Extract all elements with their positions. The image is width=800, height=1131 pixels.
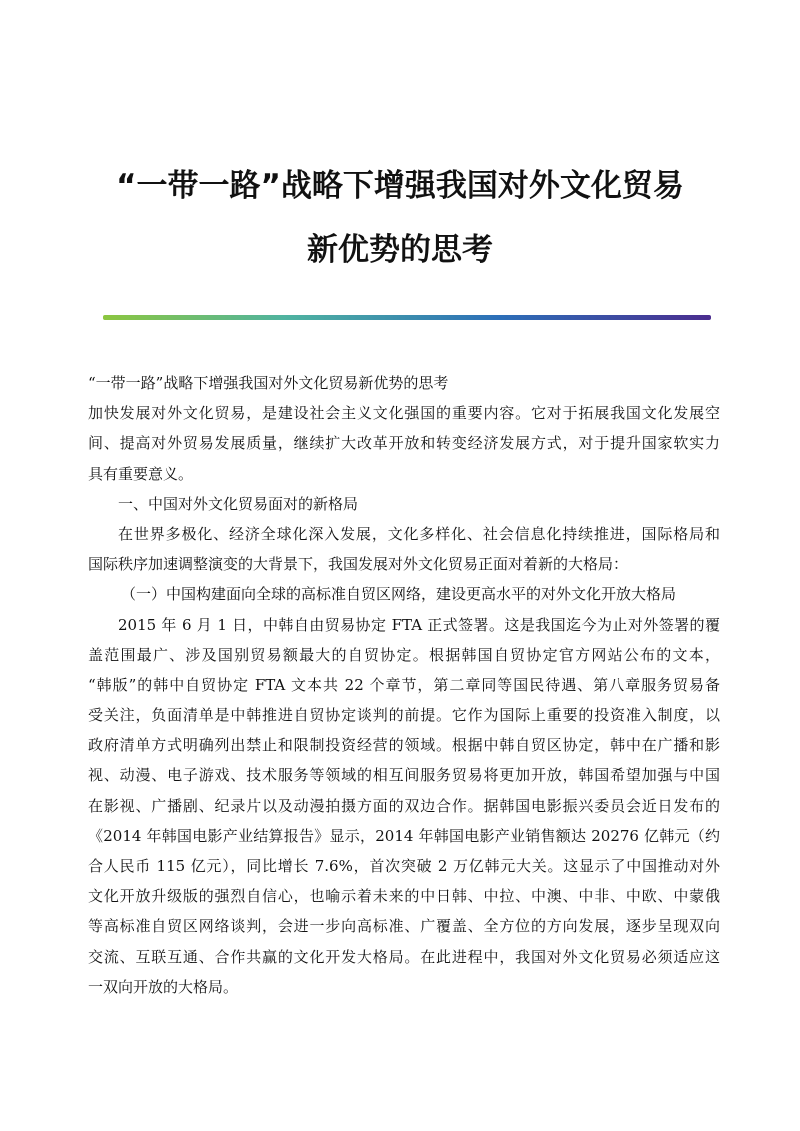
document-body (88, 368, 720, 1002)
paragraph-line: 盖范围最广、涉及国别贸易额最大的自贸协定。根据韩国自贸协定官方网站公布的文本， (88, 645, 720, 664)
paragraph-line: 具有重要意义。 (88, 464, 194, 483)
paragraph-line: 在世界多极化、经济全球化深入发展，文化多样化、社会信息化持续推进，国际格局和 (118, 524, 720, 543)
paragraph-line: 交流、互联互通、合作共赢的文化开发大格局。在此进程中，我国对外文化贸易必须适应这 (88, 947, 720, 966)
subtitle-line: “一带一路”战略下增强我国对外文化贸易新优势的思考 (88, 374, 449, 392)
paragraph-line: 等高标准自贸区网络谈判，会进一步向高标准、广覆盖、全方位的方向发展，逐步呈现双向 (88, 917, 720, 936)
paragraph-line: 在影视、广播剧、纪录片以及动漫拍摄方面的双边合作。据韩国电影振兴委员会近日发布的 (88, 796, 720, 815)
paragraph-line: 合人民币 115 亿元），同比增长 7.6%，首次突破 2 万亿韩元大关。这显示了中国推动对外 (88, 857, 720, 875)
title-divider (103, 315, 711, 320)
paragraph-line: 加快发展对外文化贸易，是建设社会主义文化强国的重要内容。它对于拓展我国文化发展空 (88, 404, 720, 423)
subsection-heading: （一）中国构建面向全球的高标准自贸区网络，建设更高水平的对外文化开放大格局 (121, 585, 677, 604)
paragraph-line: 间、提高对外贸易发展质量，继续扩大改革开放和转变经济发展方式，对于提升国家软实力 (88, 434, 720, 453)
paragraph-line: 受关注，负面清单是中韩推进自贸协定谈判的前提。它作为国际上重要的投资准入制度，以 (88, 706, 720, 725)
paragraph-line: “韩版”的韩中自贸协定 FTA 文本共 22 个章节，第二章同等国民待遇、第八章服务贸易备 (88, 675, 720, 694)
paragraph-line: 视、动漫、电子游戏、技术服务等领域的相互间服务贸易将更加开放，韩国希望加强与中国 (88, 766, 720, 785)
paragraph-line: 文化开放升级版的强烈自信心，也喻示着未来的中日韩、中拉、中澳、中非、中欧、中蒙俄 (88, 887, 720, 906)
document-title-line-1: “一带一路”战略下增强我国对外文化贸易 (116, 168, 684, 204)
section-heading: 一、中国对外文化贸易面对的新格局 (118, 494, 359, 513)
paragraph-line: 国际秩序加速调整演变的大背景下，我国发展对外文化贸易正面对着新的大格局： (88, 555, 629, 574)
paragraph-line: 一双向开放的大格局。 (88, 977, 239, 996)
paragraph-line: 2015 年 6 月 1 日，中韩自由贸易协定 FTA 正式签署。这是我国迄今为止对外签署的覆 (118, 615, 720, 634)
paragraph-line: 《2014 年韩国电影产业结算报告》显示，2014 年韩国电影产业销售额达 20276 亿韩元（约 (88, 826, 720, 845)
paragraph-line: 政府清单方式明确列出禁止和限制投资经营的领域。根据中韩自贸区协定，韩中在广播和影 (88, 736, 720, 755)
document-title-line-2: 新优势的思考 (307, 232, 493, 268)
